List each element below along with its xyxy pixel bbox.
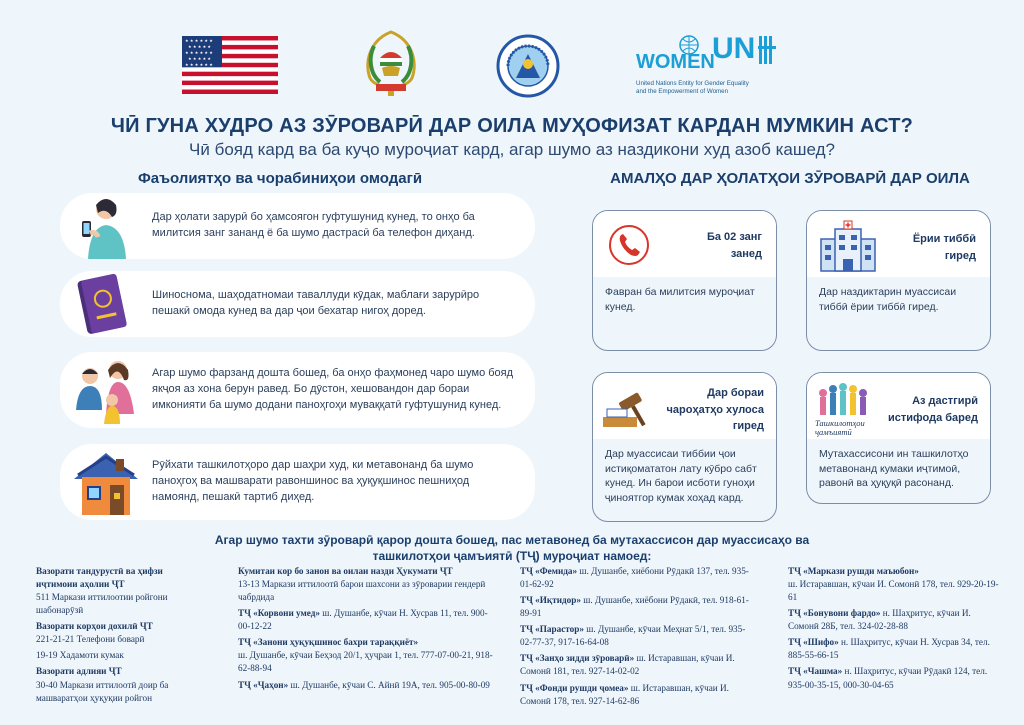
contact-detail: н. Шаҳритус, кӯчаи И. Сомонӣ 28Б, тел. 324-02-28-88 xyxy=(788,608,971,632)
action-card-label: Ёрии тиббӣ гиред xyxy=(912,233,976,262)
svg-text:★ ★ ★ ★ ★ ★: ★ ★ ★ ★ ★ ★ xyxy=(185,38,213,43)
hospital-icon xyxy=(817,219,879,273)
action-card-label: Дар бораи чароҳатҳо хулоса гиред xyxy=(666,387,764,432)
us-flag-icon xyxy=(182,36,278,94)
un-globe-icon xyxy=(678,34,700,56)
contact-org: ТҶ «Парастор» xyxy=(520,624,584,635)
organization-seal-icon xyxy=(496,34,560,98)
un-women-tagline-1: United Nations Entity for Gender Equality xyxy=(636,80,749,87)
contact-org: ТҶ «Фемида» xyxy=(520,566,578,576)
svg-text:★ ★ ★ ★ ★ ★: ★ ★ ★ ★ ★ ★ xyxy=(185,50,213,55)
preparation-text: Агар шумо фарзанд дошта бошед, ба онҳо фаҳмонед чаро шумо бояд якҷоя аз хона берун равед. Бо дӯстон, хешовандон дар бораи имконияти ба шумо додани паноҳгоҳи муваққатӣ гуфтушунид кунед. xyxy=(152,367,514,411)
action-card-desc: Дар муассисаи тиббии ҷои истиқомататон лату кӯбро сабт кунед. Ин барои исботи гуноҳи ҷиноятгор кумак хоҳад кард. xyxy=(605,448,757,505)
contact-org: Вазорати тандурустӣ ва ҳифзи иҷтимоии аҳолии ҶТ xyxy=(36,566,163,590)
contacts-heading: Агар шумо тахти зӯроварӣ қарор дошта бошед, пас метавонед ба мутахассисон дар муассисаҳо ва ташкилотҳои ҷамъиятӣ (ТҶ) муроҷиат намоед: xyxy=(214,533,810,564)
contact-detail: ш. Душанбе, хиёбони Рӯдакӣ 137, тел. 935-01-62-92 xyxy=(520,566,749,590)
contact-org: Вазорати адлияи ҶТ xyxy=(36,666,122,677)
contact-detail: ш. Истаравшан, кӯчаи И. Сомонӣ 178, тел. 927-14-62-86 xyxy=(520,682,729,706)
action-card-desc: Дар наздиктарин муассисаи тиббӣ ёрии тиббӣ гиред. xyxy=(819,286,957,313)
contact-detail: ш. Истаравшан, кӯчаи И. Сомонӣ 178, тел. 929-20-19-61 xyxy=(788,579,999,603)
gavel-icon xyxy=(601,391,655,431)
preparation-item xyxy=(60,444,535,520)
contact-org: ТҶ «Занҳо зидди зӯроварӣ» xyxy=(520,653,635,664)
action-card-label: Ба 02 занг занед xyxy=(706,231,762,260)
svg-text:★ ★ ★ ★ ★ ★: ★ ★ ★ ★ ★ ★ xyxy=(185,62,213,67)
action-card xyxy=(592,372,777,522)
contact-detail: 13-13 Маркази иттилоотӣ барои шахсони аз зӯроварии гендерӣ чабрдида xyxy=(238,579,486,603)
contact-org: ТҶ «Бонувони фардо» xyxy=(788,608,881,619)
preparation-item xyxy=(60,193,535,259)
contact-detail: 19-19 Хадамоти кумак xyxy=(36,650,124,661)
contact-detail: н. Шаҳритус, кӯчаи Н. Хусрав 34, тел. 885-55-66-15 xyxy=(788,637,990,661)
contact-org: ТҶ «Шифо» xyxy=(788,637,839,648)
contact-detail: ш. Душанбе, кӯчаи С. Айнӣ 19А, тел. 905-00-80-09 xyxy=(290,679,490,690)
action-card-desc: Мутахассисони ин ташкилотҳо метавонанд кумаки иҷтимоӣ, равонӣ ва ҳуқуқӣ расонанд. xyxy=(819,448,969,490)
logo-bar xyxy=(0,28,1024,106)
contact-org: ТҶ «Корвони умед» xyxy=(238,608,320,619)
preparation-heading: Фаъолиятҳо ва чорабиниҳои омодагӣ xyxy=(137,170,423,187)
un-women-symbol-icon xyxy=(758,36,776,64)
contacts-column xyxy=(36,565,206,708)
contact-org: ТҶ «Маркази рушди маъюбон» xyxy=(788,566,919,576)
house-icon xyxy=(68,445,144,519)
passport-icon xyxy=(68,271,136,337)
action-card xyxy=(806,372,991,504)
contact-org: Вазорати корҳои дохилӣ ҶТ xyxy=(36,621,153,632)
un-letters: UN xyxy=(712,32,756,65)
preparation-text: Дар ҳолати зарурӣ бо ҳамсоягон гуфтушунид кунед, то онҳо ба милитсия занг зананд ё ба шумо дастрасӣ ба телефон диҳанд. xyxy=(152,211,475,239)
preparation-text: Рӯйхати ташкилотҳоро дар шаҳри худ, ки метавонанд ба шумо паноҳгоҳ ва машварати равоншинос ва ҳуқуқшинос пешниҳод намоянд, пешакӣ тартиб диҳед. xyxy=(152,459,474,503)
contact-org: ТҶ «Фонди рушди ҷомеа» xyxy=(520,682,629,693)
contact-org: ТҶ «Чашма» xyxy=(788,666,843,677)
community-icon xyxy=(815,381,873,419)
action-card xyxy=(592,210,777,351)
family-icon xyxy=(68,354,144,426)
contact-detail: ш. Истаравшан, кӯчаи И. Сомонӣ 181, тел. 927-14-02-02 xyxy=(520,653,735,677)
actions-heading: АМАЛҲО ДАР ҲОЛАТҲОИ ЗӮРОВАРӢ ДАР ОИЛА xyxy=(610,170,970,187)
contact-detail: ш. Душанбе, кӯчаи Меҳнат 5/1, тел. 935-02-77-37, 917-16-64-08 xyxy=(520,624,746,648)
contacts-column xyxy=(238,565,498,695)
preparation-item xyxy=(60,352,535,428)
svg-text:★ ★ ★ ★ ★: ★ ★ ★ ★ ★ xyxy=(188,44,212,49)
community-icon-caption: Ташкилотҳои ҷамъиятӣ xyxy=(815,418,865,438)
action-card-desc: Фавран ба милитсия муроҷиат кунед. xyxy=(605,286,755,313)
contact-org: ТҶ «Занони ҳуқуқшинос бахри тараққиёт» xyxy=(238,637,419,648)
women-word: WOMEN xyxy=(636,51,715,73)
action-card-label: Аз дастгирӣ истифода баред xyxy=(888,395,978,424)
contacts-column xyxy=(788,565,1003,695)
contact-detail: ш. Душанбе, хиёбони Рӯдакӣ, тел. 918-61-89-91 xyxy=(520,595,749,619)
action-card xyxy=(806,210,991,351)
svg-text:★ ★ ★ ★ ★: ★ ★ ★ ★ ★ xyxy=(188,56,212,61)
tajikistan-emblem-icon xyxy=(360,28,422,98)
contact-detail: ш. Душанбе, кӯчаи Н. Хусрав 11, тел. 900-00-12-22 xyxy=(238,608,488,632)
woman-phone-icon xyxy=(68,193,136,259)
contact-org: Кумитаи кор бо занон ва оилаи назди Ҳукумати ҶТ xyxy=(238,566,453,576)
contacts-column xyxy=(520,565,750,711)
contact-detail: н. Шаҳритус, кӯчаи Рӯдакӣ 124, тел. 935-00-35-15, 000-30-04-65 xyxy=(788,666,988,690)
contact-detail: 30-40 Маркази иттилоотӣ доир ба машваратҳои ҳуқуқии ройгон xyxy=(36,679,169,703)
un-women-logo xyxy=(636,32,786,102)
un-women-tagline-2: and the Empowerment of Women xyxy=(636,87,729,95)
preparation-text: Шиноснома, шаҳодатномаи таваллуди кӯдак, маблағи зарурӣро пешакӣ омода кунед ва дар ҷои бехатар нигоҳ доред. xyxy=(152,289,480,317)
preparation-item xyxy=(60,271,535,337)
contact-org: ТҶ «Иқтидор» xyxy=(520,595,581,606)
phone-icon xyxy=(609,225,649,265)
contact-detail: 511 Маркази иттилоотии ройгони шабонарӯзӣ xyxy=(36,592,168,616)
contact-detail: 221-21-21 Телефони боварӣ xyxy=(36,634,145,645)
contact-org: ТҶ «Ҷаҳон» xyxy=(238,679,289,690)
page-subtitle: Чӣ бояд кард ва ба куҷо муроҷиат кард, агар шумо аз наздикони худ азоб кашед? xyxy=(189,140,835,159)
page-title: ЧӢ ГУНА ХУДРО АЗ ЗӮРОВАРӢ ДАР ОИЛА МУҲОФИЗАТ КАРДАН МУМКИН АСТ? xyxy=(110,115,914,137)
contact-detail: ш. Душанбе, кӯчаи Беҳзод 20/1, ҳуҷраи 1, тел. 777-07-00-21, 918-62-88-94 xyxy=(238,650,493,674)
